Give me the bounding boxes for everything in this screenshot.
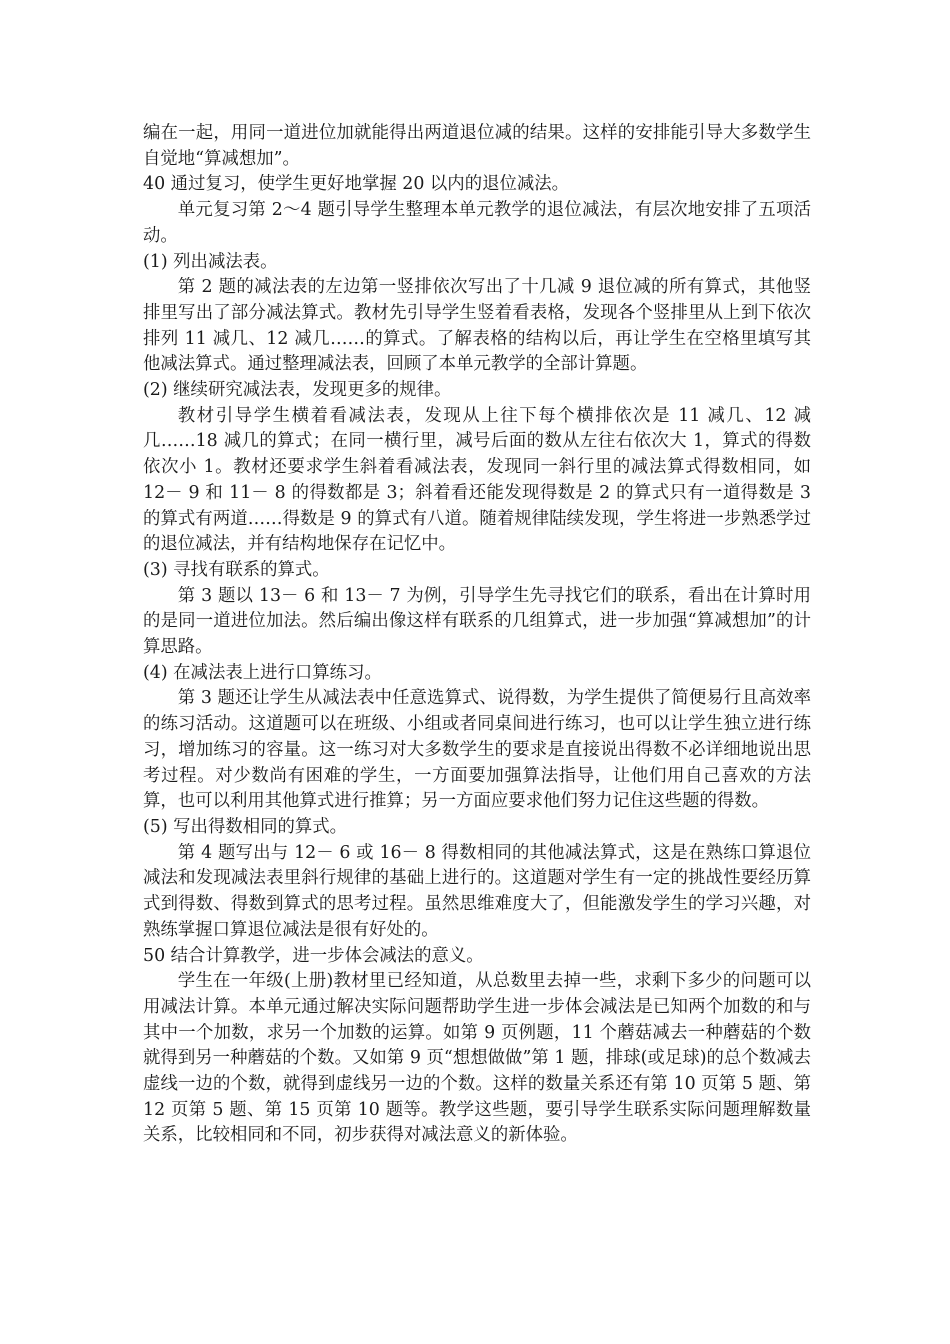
- list-heading-1: (1) 列出减法表。: [143, 251, 278, 272]
- paragraph-review-intro: 单元复习第 2～4 题引导学生整理本单元教学的退位减法，有层次地安排了五项活动。: [143, 200, 811, 246]
- list-heading-4: (4) 在减法表上进行口算练习。: [143, 662, 382, 683]
- paragraph-subtraction-table: 第 2 题的减法表的左边第一竖排依次写出了十几减 9 退位减的所有算式，其他竖排里写出了部分减法算式。教材先引导学生竖着看表格，发现各个竖排里从上到下依次排列 11 减几、12 减几……的算式。了解表格的结构以后，再让学生在空格里填写其他减法算式。通过整理减法表，回顾了本单元教学的全部计算题。: [143, 277, 811, 375]
- list-heading-3: (3) 寻找有联系的算式。: [143, 559, 330, 580]
- paragraph-subtraction-meaning: 学生在一年级(上册)教材里已经知道，从总数里去掉一些，求剩下多少的问题可以用减法计算。本单元通过解决实际问题帮助学生进一步体会减法是已知两个加数的和与其中一个加数，求另一个加数的运算。如第 9 页例题，11 个蘑菇减去一种蘑菇的个数就得到另一种蘑菇的个数。又如第 9 页“想想做做”第 1 题，排球(或足球)的总个数减去虚线一边的个数，就得到虚线另一边的个数。这样的数量关系还有第 10 页第 5 题、第 12 页第 5 题、第 15 页第 10 题等。教学这些题，要引导学生联系实际问题理解数量关系，比较相同和不同，初步获得对减法意义的新体验。: [143, 971, 811, 1146]
- list-heading-2: (2) 继续研究减法表，发现更多的规律。: [143, 380, 452, 401]
- paragraph-continuation: 编在一起，用同一道进位加就能得出两道退位减的结果。这样的安排能引导大多数学生自觉地“算减想加”。: [143, 123, 811, 169]
- paragraph-same-result: 第 4 题写出与 12－ 6 或 16－ 8 得数相同的其他减法算式，这是在熟练口算退位减法和发现减法表里斜行规律的基础上进行的。这道题对学生有一定的挑战性要经历算式到得数、得数到算式的思考过程。虽然思维难度大了，但能激发学生的学习兴趣，对熟练掌握口算退位减法是很有好处的。: [143, 842, 811, 940]
- list-heading-5: (5) 写出得数相同的算式。: [143, 816, 348, 837]
- section-heading-50: 50 结合计算教学，进一步体会减法的意义。: [143, 945, 484, 966]
- paragraph-oral-practice: 第 3 题还让学生从减法表中任意选算式、说得数，为学生提供了简便易行且高效率的练习活动。这道题可以在班级、小组或者同桌间进行练习，也可以让学生独立进行练习，增加练习的容量。这一练习对大多数学生的要求是直接说出得数不必详细地说出思考过程。对少数尚有困难的学生，一方面要加强算法指导，让他们用自己喜欢的方法算，也可以利用其他算式进行推算；另一方面应要求他们努力记住这些题的得数。: [143, 688, 811, 812]
- paragraph-related-equations: 第 3 题以 13－ 6 和 13－ 7 为例，引导学生先寻找它们的联系，看出在计算时用的是同一道进位加法。然后编出像这样有联系的几组算式，进一步加强“算减想加”的计算思路。: [143, 585, 811, 658]
- section-heading-40: 40 通过复习，使学生更好地掌握 20 以内的退位减法。: [143, 174, 570, 195]
- paragraph-table-patterns: 教材引导学生横着看减法表，发现从上往下每个横排依次是 11 减几、12 减几……18 减几的算式；在同一横行里，减号后面的数从左往右依次大 1，算式的得数依次小 1。教材还要求学生斜着看减法表，发现同一斜行里的减法算式得数相同，如 12－ 9 和 11－ 8 的得数都是 3；斜着看还能发现得数是 2 的算式只有一道得数是 3 的算式有两道……得数是 9 的算式有八道。随着规律陆续发现，学生将进一步熟悉学过的退位减法，并有结构地保存在记忆中。: [143, 405, 811, 555]
- document-body: [143, 121, 811, 1149]
